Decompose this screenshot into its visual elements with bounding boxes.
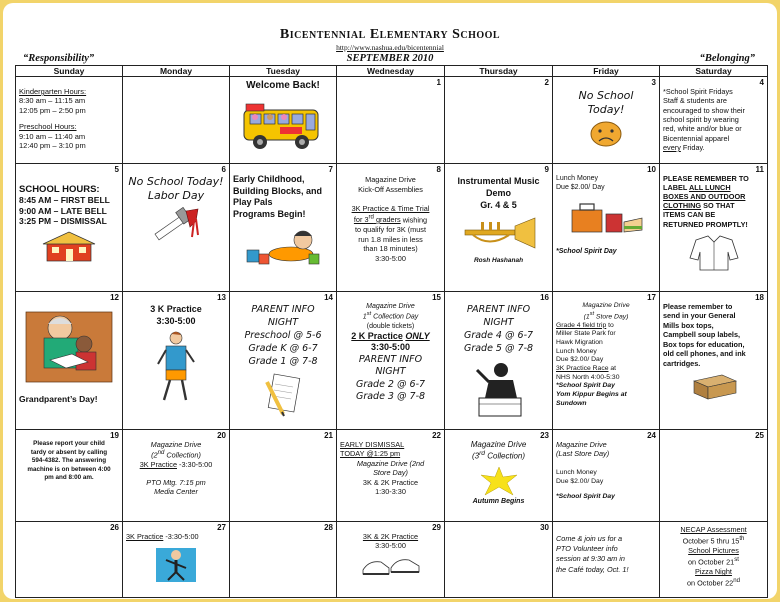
cell-text: *School Spirit Day	[556, 247, 617, 255]
day-number: 18	[755, 293, 764, 302]
day-cell	[553, 430, 660, 522]
day-cell	[445, 77, 553, 164]
day-number: 29	[432, 523, 441, 532]
cell-text: st	[589, 310, 595, 317]
lunchbox-icon	[566, 196, 646, 242]
cell-text: Demo	[485, 188, 511, 199]
day-number: 19	[110, 431, 119, 440]
runner-icon	[148, 544, 204, 584]
day-cell	[337, 164, 445, 292]
day-cell	[230, 77, 337, 164]
day-number: 6	[221, 165, 226, 174]
cell-text: Collection)	[164, 450, 201, 460]
cell-text: send in your General	[663, 311, 736, 321]
cell-text: st	[366, 311, 372, 318]
day-number: 10	[647, 165, 656, 174]
weekday-sunday: Sunday	[16, 66, 123, 77]
cell-text: Magazine Drive (2nd	[356, 458, 425, 468]
notepad-pencil-icon	[261, 372, 305, 418]
day-cell	[660, 522, 768, 598]
cell-text: Building Blocks, and	[233, 185, 323, 196]
cell-text: Mills box tops,	[663, 320, 714, 330]
cell-text: on October 21	[688, 557, 735, 567]
cell-text: *School Spirit Day	[556, 382, 615, 390]
cell-text: LABEL	[663, 183, 688, 193]
day-number: 27	[217, 523, 226, 532]
day-number: 26	[110, 523, 119, 532]
cell-text: 3:30-5:00	[370, 342, 411, 353]
cell-text: Yom Kippur Begins at	[556, 391, 627, 399]
day-cell	[445, 292, 553, 430]
cell-text: Programs Begin!	[233, 209, 306, 220]
cell-text: machine is on between 4:00	[27, 465, 111, 473]
cell-text: to	[606, 321, 614, 329]
cell-text: Lunch Money	[556, 347, 597, 355]
cell-text: 3 K Practice	[150, 304, 202, 314]
cell-text: for 3	[353, 214, 369, 224]
cell-text: School Pictures	[688, 546, 739, 556]
day-cell	[337, 430, 445, 522]
cell-text: 1	[362, 313, 367, 321]
cell-text: Grade K @ 6-7	[248, 343, 318, 355]
cell-text: Play Pals	[233, 197, 273, 208]
cell-text: 8:45 AM – FIRST BELL	[19, 195, 110, 206]
cell-text: cartridges.	[663, 358, 701, 368]
cell-text: CLOTHING	[663, 201, 702, 211]
cell-text: ITEMS CAN BE	[663, 210, 716, 220]
cell-text: BOXES AND OUTDOOR	[663, 192, 746, 202]
weekday-monday: Monday	[123, 66, 230, 77]
cell-text: 2 K Practice	[351, 330, 403, 341]
cell-text: 9:10 am – 11:40 am	[19, 131, 86, 141]
day-number: 21	[324, 431, 333, 440]
cell-text: (2	[151, 450, 158, 460]
cell-text: *School Spirit Fridays	[663, 87, 733, 96]
cell-text: session at 9:30 am in	[556, 554, 625, 564]
day-cell	[230, 164, 337, 292]
school-bus-icon	[240, 96, 326, 154]
cell-text: th	[739, 534, 745, 542]
cell-text: Autumn Begins	[472, 498, 525, 506]
day-number: 22	[432, 431, 441, 440]
cell-text: Grade 5 @ 7-8	[463, 343, 534, 355]
cell-text: (3	[471, 452, 480, 462]
cell-text: Miller State Park for	[556, 330, 616, 338]
no-school-text: Today!	[587, 102, 625, 116]
day-number: 20	[217, 431, 226, 440]
cell-text: than 18 minutes)	[363, 244, 418, 254]
cell-text: 3:30-5:00	[375, 254, 406, 264]
day-number: 15	[432, 293, 441, 302]
day-cell	[660, 77, 768, 164]
day-cell	[337, 77, 445, 164]
cell-text: Please report your child	[33, 440, 105, 447]
day-cell	[445, 164, 553, 292]
cell-text: SCHOOL HOURS:	[19, 184, 100, 195]
cell-text: Collection Day	[371, 313, 419, 321]
cell-text: 8:30 am – 11:15 am	[19, 96, 86, 106]
cell-text: Lunch Money	[556, 175, 599, 182]
cell-text: run 1.8 miles in less	[358, 234, 423, 244]
cell-text: Early Childhood,	[233, 174, 305, 184]
cell-text: Come & join us for a	[556, 534, 623, 543]
cell-text: on October 22	[686, 578, 734, 588]
cell-text: -3:30-5:00	[177, 460, 213, 470]
day-cell	[16, 522, 123, 598]
cell-text: October 5 thru 15	[682, 536, 740, 546]
cell-text: PARENT INFO	[251, 304, 315, 315]
cell-text: Due $2.00/ Day	[556, 356, 604, 364]
day-cell	[553, 164, 660, 292]
day-number: 11	[755, 165, 764, 174]
cell-text: Magazine Drive	[582, 302, 630, 309]
cell-text: Grade 4 field trip	[556, 321, 607, 329]
cell-text: Instrumental Music	[457, 176, 540, 186]
day-number: 25	[755, 431, 764, 440]
day-cell	[553, 77, 660, 164]
day-cell	[123, 430, 230, 522]
child-building-blocks-icon	[241, 224, 325, 268]
cell-text: Kick-Off Assemblies	[358, 184, 423, 194]
right-motto: “Belonging”	[699, 53, 755, 64]
cell-text: (Last Store Day)	[556, 449, 610, 459]
cell-text: (double tickets)	[366, 322, 415, 330]
day-number: 12	[110, 293, 119, 302]
cell-text: Magazine Drive	[366, 303, 415, 310]
cell-text: Magazine Drive	[470, 440, 527, 449]
cell-text: No School Today!	[128, 175, 224, 188]
cell-text: Magazine Drive	[556, 440, 607, 449]
day-cell	[660, 292, 768, 430]
day-number: 1	[436, 78, 441, 87]
cell-text: Sundown	[556, 399, 587, 407]
cell-text: every	[663, 142, 681, 152]
day-cell	[445, 522, 553, 598]
day-cell-empty	[123, 77, 230, 164]
day-number: 24	[647, 431, 656, 440]
cell-text: Staff & students are	[663, 96, 727, 106]
school-title: Bicentennial Elementary School	[279, 27, 501, 42]
day-cell	[123, 522, 230, 598]
cell-text: Magazine Drive	[365, 175, 416, 184]
cell-text: PTO Volunteer info	[556, 544, 618, 554]
day-number: 8	[436, 165, 441, 174]
rosh-hashanah-text: Rosh Hashanah	[473, 257, 524, 265]
cell-text: Magazine Drive	[150, 440, 202, 449]
cell-text: encouraged to show their	[663, 105, 745, 115]
weekday-friday: Friday	[553, 66, 660, 77]
welcome-back-text: Welcome Back!	[246, 80, 320, 91]
cell-text: PTO Mtg. 7:15 pm	[146, 477, 206, 487]
calendar-page	[3, 3, 777, 599]
cell-text: at	[608, 365, 617, 373]
cell-text: Collection)	[485, 452, 526, 462]
preschool-hours-label: Preschool Hours:	[19, 122, 77, 132]
weekday-wednesday: Wednesday	[337, 66, 445, 77]
star-burst-icon	[477, 465, 521, 497]
cell-text: Bicentennial apparel	[663, 133, 730, 143]
cell-text: red, white and/or blue or	[663, 124, 742, 134]
cell-text: Due $2.00/ Day	[556, 477, 604, 485]
weekday-saturday: Saturday	[660, 66, 768, 77]
cell-text: NIGHT	[267, 317, 299, 329]
cell-text: school spirit by wearing	[663, 114, 739, 124]
cell-text: tardy or absent by calling	[30, 448, 108, 456]
cell-text: nd	[157, 449, 165, 457]
cell-text: NIGHT	[375, 366, 406, 378]
cell-text: Grade 4 @ 6-7	[463, 330, 534, 342]
day-number: 28	[324, 523, 333, 532]
cell-text: 3K & 2K Practice	[362, 532, 419, 541]
day-number: 9	[544, 165, 549, 174]
cell-text: 12:40 pm – 3:10 pm	[19, 140, 86, 150]
cell-text: NHS North 4:00-5:30	[556, 373, 620, 381]
cell-text: rd	[479, 450, 486, 458]
day-cell	[16, 164, 123, 292]
cell-text: the Café today, Oct. 1!	[556, 564, 629, 574]
cell-text: rd	[368, 213, 374, 221]
cell-text: 3:30-5:00	[156, 316, 196, 327]
day-cell	[445, 430, 553, 522]
person-in-box-icon	[469, 358, 529, 420]
cell-text: st	[734, 555, 739, 563]
cell-text: 3K & 2K Practice	[362, 477, 419, 487]
cell-text: ONLY	[405, 330, 430, 341]
day-cell	[553, 292, 660, 430]
cell-text: Friday.	[682, 142, 705, 152]
day-cell	[230, 292, 337, 430]
day-number: 23	[540, 431, 549, 440]
cell-text: (1	[583, 312, 590, 320]
calendar-grid	[15, 65, 768, 598]
day-cell	[16, 430, 123, 522]
cell-text: 3K Practice & Time Trial	[351, 203, 430, 213]
cell-text: PLEASE REMEMBER TO	[663, 174, 749, 183]
cell-text: 3K Practice	[126, 532, 164, 541]
cell-text: Please remember to	[663, 302, 733, 311]
cell-text: 3:30-5:00	[375, 541, 406, 551]
cell-text: Grade 3 @ 7-8	[355, 391, 426, 403]
paintbrush-icon	[146, 207, 206, 257]
day-number: 3	[651, 78, 656, 87]
cell-text: 3K Practice	[139, 460, 177, 470]
day-number: 5	[114, 165, 119, 174]
cell-text: 9:00 AM – LATE BELL	[19, 205, 107, 216]
jacket-icon	[686, 232, 742, 272]
cell-text: Grade 1 @ 7-8	[248, 356, 318, 368]
left-motto: “Responsibility”	[23, 53, 95, 64]
cell-text: Hawk Migration	[556, 339, 603, 347]
cell-text: to qualify for 3K (must	[355, 224, 426, 234]
cell-text: Store Day)	[373, 468, 408, 478]
cell-text: Box tops for education,	[663, 339, 745, 349]
cell-text: SO THAT	[703, 201, 735, 211]
school-url-link[interactable]: http://www.nashua.edu/bicentennial	[336, 43, 444, 52]
day-cell	[16, 292, 123, 430]
day-cell	[337, 522, 445, 598]
month-title: SEPTEMBER 2010	[346, 53, 434, 64]
cell-text: 594-4382. The answering	[31, 457, 107, 464]
cell-text: pm and 8:00 am.	[44, 474, 94, 481]
day-cell	[230, 430, 337, 522]
day-cell	[553, 522, 660, 598]
weekday-thursday: Thursday	[445, 66, 553, 77]
cell-text: 3:25 PM – DISMISSAL	[19, 215, 107, 226]
cell-text: Media Center	[154, 487, 198, 497]
cell-text: PARENT INFO	[358, 353, 423, 365]
cell-text: RETURNED PROMPTLY!	[663, 219, 748, 229]
cell-text: Pizza Night	[695, 567, 732, 577]
day-cell	[123, 292, 230, 430]
cell-text: Grade 2 @ 6-7	[355, 378, 426, 390]
day-number: 30	[540, 523, 549, 532]
cell-text: PARENT INFO	[466, 304, 531, 315]
cell-text: ALL LUNCH	[688, 183, 731, 193]
no-school-text: No School	[578, 89, 634, 102]
day-number: 2	[544, 78, 549, 87]
weekday-tuesday: Tuesday	[230, 66, 337, 77]
cell-text: nd	[733, 577, 740, 585]
box-icon	[686, 371, 742, 401]
runner-icon	[154, 330, 198, 406]
cell-text: 1:30-3:30	[375, 487, 406, 497]
day-cell	[16, 77, 123, 164]
sad-face-icon	[588, 120, 624, 148]
cell-text: Due $2.00/ Day	[556, 183, 605, 191]
cell-text: Labor Day	[147, 189, 205, 203]
trumpet-icon	[459, 214, 539, 254]
cell-text: Campbell soup labels,	[663, 330, 741, 340]
cell-text: NIGHT	[483, 317, 514, 329]
day-number: 17	[647, 293, 656, 302]
day-number: 16	[540, 293, 549, 302]
day-number: 7	[328, 165, 333, 174]
cell-text: NECAP Assessment	[680, 525, 747, 534]
day-cell	[337, 292, 445, 430]
cell-text: Grandparent’s Day!	[19, 394, 98, 404]
cell-text: 12:05 pm – 2:50 pm	[19, 105, 86, 115]
cell-text: Preschool @ 5-6	[244, 330, 322, 342]
cell-text: *School Spirit Day	[556, 492, 615, 500]
schoolhouse-icon	[39, 229, 99, 265]
cell-text: EARLY DISMISSAL	[340, 440, 405, 449]
day-number: 4	[759, 78, 764, 87]
sneakers-icon	[359, 554, 423, 580]
cell-text: Gr. 4 & 5	[480, 200, 517, 211]
cell-text: 3K Practice Race	[556, 365, 609, 373]
cell-text: Lunch Money	[556, 468, 597, 476]
day-number: 13	[217, 293, 226, 302]
day-cell	[123, 164, 230, 292]
kindergarten-hours-label: Kindergarten Hours:	[19, 87, 87, 96]
cell-text: old cell phones, and ink	[663, 349, 746, 359]
cell-text: -3:30-5:00	[163, 532, 199, 541]
cell-text: wishing	[402, 214, 428, 224]
day-cell	[230, 522, 337, 598]
grandparent-reading-icon	[22, 302, 116, 386]
cell-text: TODAY @1:25 pm	[340, 449, 401, 459]
day-number: 14	[324, 293, 333, 302]
cell-text: graders	[375, 214, 401, 224]
cell-text: Store Day)	[594, 312, 629, 320]
day-cell	[660, 430, 768, 522]
day-cell	[660, 164, 768, 292]
